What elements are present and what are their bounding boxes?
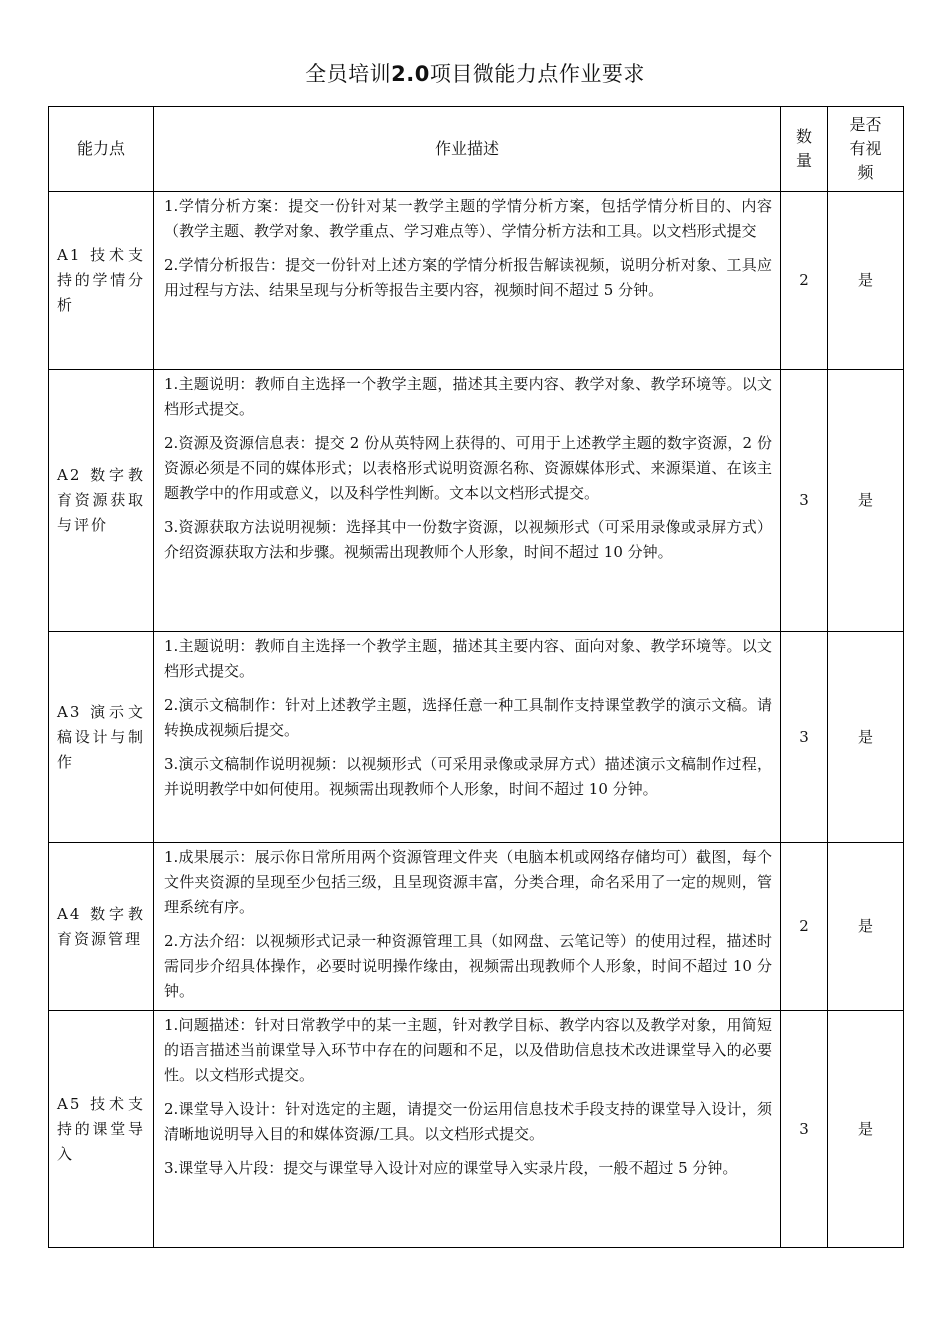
row-count: 2 bbox=[781, 192, 828, 370]
desc-item: 1.学情分析方案：提交一份针对某一教学主题的学情分析方案，包括学情分析目的、内容（教学主题、教学对象、教学重点、学习难点等）、学情分析方法和工具。以文档形式提交 bbox=[164, 197, 772, 240]
row-desc bbox=[154, 843, 781, 1011]
row-desc bbox=[154, 1011, 781, 1248]
desc-item: 2.课堂导入设计：针对选定的主题，请提交一份运用信息技术手段支持的课堂导入设计，须清晰地说明导入目的和媒体资源/工具。以文档形式提交。 bbox=[164, 1100, 772, 1143]
row-video: 是 bbox=[828, 843, 904, 1011]
row-count: 3 bbox=[781, 1011, 828, 1248]
table-row bbox=[49, 370, 904, 632]
row-count: 2 bbox=[781, 843, 828, 1011]
row-point: A3 演示文稿设计与制作 bbox=[49, 632, 154, 843]
title-text-2: 项目微能力点作业要求 bbox=[429, 62, 645, 86]
table-row bbox=[49, 1011, 904, 1248]
table-row bbox=[49, 843, 904, 1011]
row-video: 是 bbox=[828, 192, 904, 370]
desc-item: 2.资源及资源信息表：提交 2 份从英特网上获得的、可用于上述教学主题的数字资源，2 份资源必须是不同的媒体形式；以表格形式说明资源名称、资源媒体形式、来源渠道、在该主题教学中的作用或意义，以及科学性判断。文本以文档形式提交。 bbox=[164, 434, 772, 502]
row-video: 是 bbox=[828, 632, 904, 843]
row-video: 是 bbox=[828, 1011, 904, 1248]
row-point: A2 数字教育资源获取与评价 bbox=[49, 370, 154, 632]
row-count: 3 bbox=[781, 370, 828, 632]
title-version: 2.0 bbox=[391, 62, 430, 86]
row-point: A1 技术支持的学情分析 bbox=[49, 192, 154, 370]
desc-item: 1.问题描述：针对日常教学中的某一主题，针对教学目标、教学内容以及教学对象，用简短的语言描述当前课堂导入环节中存在的问题和不足，以及借助信息技术改进课堂导入的必要性。以文档形式提交。 bbox=[164, 1016, 772, 1084]
title-text-1: 全员培训 bbox=[305, 62, 392, 86]
desc-item: 2.学情分析报告：提交一份针对上述方案的学情分析报告解读视频，说明分析对象、工具应用过程与方法、结果呈现与分析等报告主要内容，视频时间不超过 5 分钟。 bbox=[164, 256, 772, 299]
desc-item: 3.课堂导入片段：提交与课堂导入设计对应的课堂导入实录片段，一般不超过 5 分钟。 bbox=[164, 1159, 738, 1177]
header-desc: 作业描述 bbox=[154, 107, 781, 192]
header-point: 能力点 bbox=[49, 107, 154, 192]
desc-item: 2.方法介绍：以视频形式记录一种资源管理工具（如网盘、云笔记等）的使用过程，描述时需同步介绍具体操作，必要时说明操作缘由，视频需出现教师个人形象，时间不超过 10 分钟。 bbox=[164, 932, 772, 1000]
table-header-row bbox=[49, 107, 904, 192]
desc-item: 1.主题说明：教师自主选择一个教学主题，描述其主要内容、面向对象、教学环境等。以文档形式提交。 bbox=[164, 637, 772, 680]
table-row bbox=[49, 632, 904, 843]
row-count: 3 bbox=[781, 632, 828, 843]
header-video bbox=[828, 107, 904, 192]
row-desc bbox=[154, 370, 781, 632]
requirements-table bbox=[48, 106, 904, 1248]
header-count bbox=[781, 107, 828, 192]
row-point: A4 数字教育资源管理 bbox=[49, 843, 154, 1011]
row-desc bbox=[154, 632, 781, 843]
header-video-text: 是否有视频 bbox=[849, 115, 882, 182]
desc-item: 3.演示文稿制作说明视频：以视频形式（可采用录像或录屏方式）描述演示文稿制作过程，并说明教学中如何使用。视频需出现教师个人形象，时间不超过 10 分钟。 bbox=[164, 755, 772, 798]
header-count-text: 数量 bbox=[795, 127, 812, 170]
row-desc bbox=[154, 192, 781, 370]
table-row bbox=[49, 192, 904, 370]
desc-item: 3.资源获取方法说明视频：选择其中一份数字资源，以视频形式（可采用录像或录屏方式）介绍资源获取方法和步骤。视频需出现教师个人形象，时间不超过 10 分钟。 bbox=[164, 518, 772, 561]
desc-item: 1.成果展示：展示你日常所用两个资源管理文件夹（电脑本机或网络存储均可）截图，每个文件夹资源的呈现至少包括三级，且呈现资源丰富，分类合理，命名采用了一定的规则，管理系统有序。 bbox=[164, 848, 772, 916]
row-point: A5 技术支持的课堂导入 bbox=[49, 1011, 154, 1248]
desc-item: 2.演示文稿制作：针对上述教学主题，选择任意一种工具制作支持课堂教学的演示文稿。请转换成视频后提交。 bbox=[164, 696, 772, 739]
desc-item: 1.主题说明：教师自主选择一个教学主题，描述其主要内容、教学对象、教学环境等。以文档形式提交。 bbox=[164, 375, 772, 418]
row-video: 是 bbox=[828, 370, 904, 632]
page-title bbox=[0, 58, 950, 88]
